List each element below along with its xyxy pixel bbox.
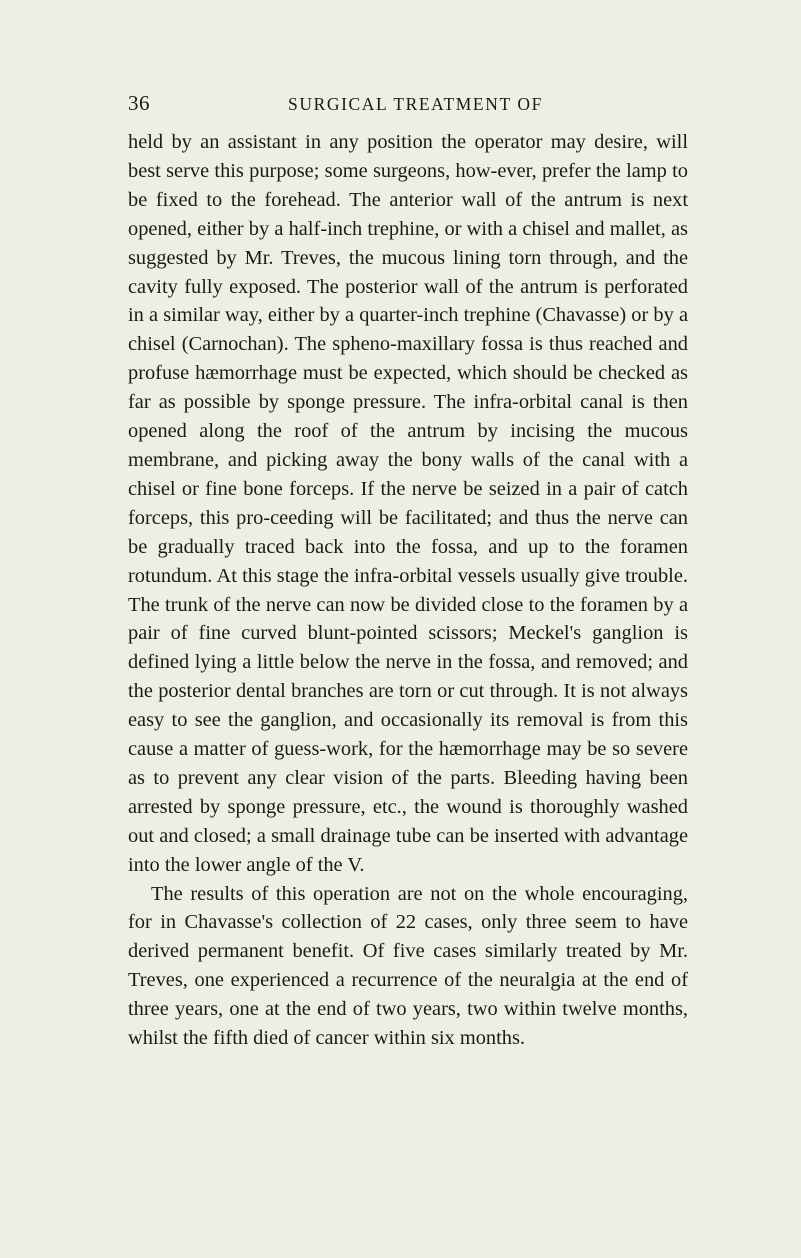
paragraph-results: The results of this operation are not on the whole encouraging, for in Chavasse's collection of 22 cases, only three seem to have derived permanent benefit. Of five cases similarly treated by Mr. Treves, one experienced a recurrence of the neuralgia at the end of three years, one at the end of two years, two within twelve months, whilst the fifth died of cancer within six months. (128, 882, 688, 1050)
page-number: 36 (128, 91, 150, 115)
running-head (128, 90, 688, 116)
paragraph-continued: held by an assistant in any position the operator may desire, will best serve this purpose; some surgeons, how-ever, prefer the lamp to be fixed to the forehead. The anterior wall of the antrum is next opened, either by a half-inch trephine, or with a chisel and mallet, as suggested by Mr. Treves, the mucous lining torn through, and the cavity fully exposed. The posterior wall of the antrum is perforated in a similar way, either by a quarter-inch trephine (Chavasse) or by a chisel (Carnochan). The spheno-maxillary fossa is thus reached and profuse hæmorrhage must be expected, which should be checked as far as possible by sponge pressure. The infra-orbital canal is then opened along the roof of the antrum by incising the mucous membrane, and picking away the bony walls of the canal with a chisel or fine bone forceps. If the nerve be seized in a pair of catch forceps, this pro-ceeding will be facilitated; and thus the nerve can be gradually traced back into the fossa, and up to the foramen rotundum. At this stage the infra-orbital vessels usually give trouble. The trunk of the nerve can now be divided close to the foramen by a pair of fine curved blunt-pointed scissors; Meckel's ganglion is defined lying a little below the nerve in the fossa, and removed; and the posterior dental branches are torn or cut through. It is not always easy to see the ganglion, and occasionally its removal is from this cause a matter of guess-work, for the hæmorrhage may be so severe as to prevent any clear vision of the parts. Bleeding having been arrested by sponge pressure, etc., the wound is thoroughly washed out and closed; a small drainage tube can be inserted with advantage into the lower angle of the V. (128, 131, 688, 876)
body-text (128, 128, 688, 1053)
running-title: SURGICAL TREATMENT OF (288, 94, 543, 114)
